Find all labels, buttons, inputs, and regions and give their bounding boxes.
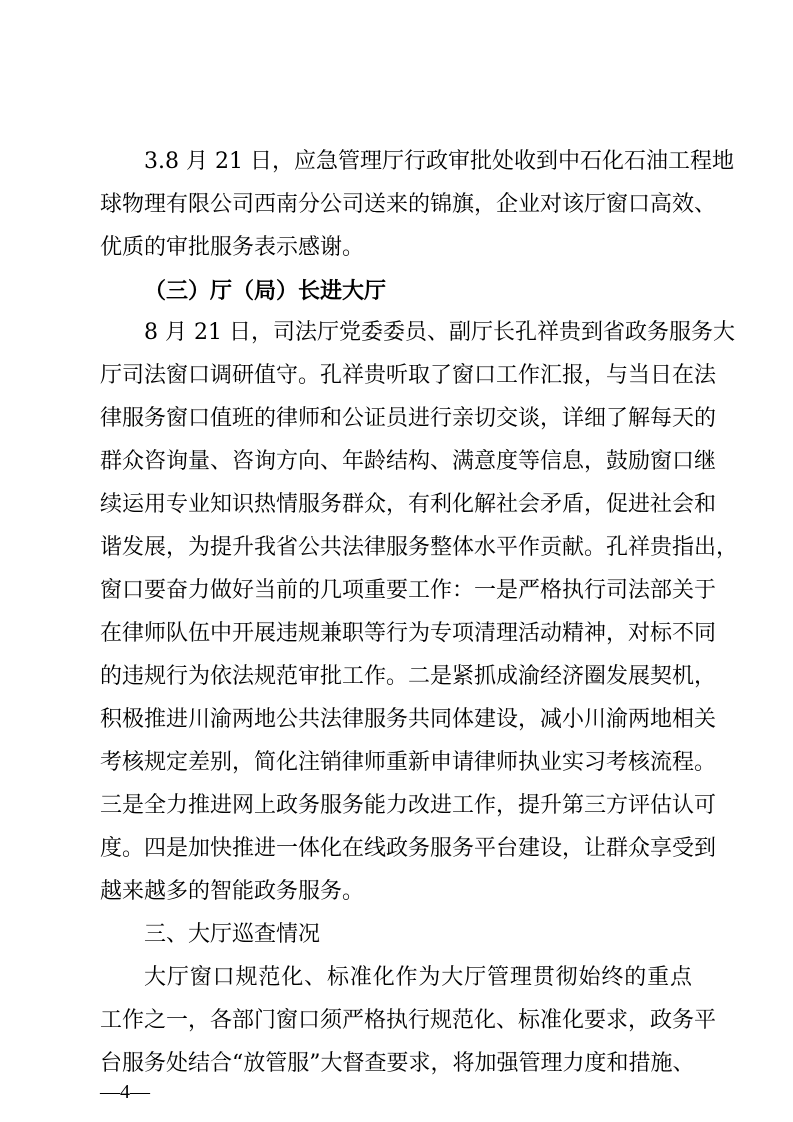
- section-heading: 三、大厅巡查情况: [144, 922, 321, 947]
- paragraph-line: 窗口要奋力做好当前的几项重要工作：一是严格执行司法部关于: [100, 578, 717, 603]
- paragraph-line: 律服务窗口值班的律师和公证员进行亲切交谈，详细了解每天的: [100, 406, 717, 431]
- paragraph-line: 厅司法窗口调研值守。孔祥贵听取了窗口工作汇报，与当日在法: [100, 363, 717, 388]
- paragraph-line: 优质的审批服务表示感谢。: [100, 235, 365, 260]
- paragraph-line: 度。四是加快推进一体化在线政务服务平台建设，让群众享受到: [100, 836, 717, 861]
- paragraph-line: 越来越多的智能政务服务。: [100, 879, 365, 904]
- paragraph-line: 台服务处结合“放管服”大督查要求，将加强管理力度和措施、: [100, 1051, 695, 1076]
- paragraph-line: 续运用专业知识热情服务群众，有利化解社会矛盾，促进社会和: [100, 492, 717, 517]
- paragraph-line: 球物理有限公司西南分公司送来的锦旗，企业对该厅窗口高效、: [100, 192, 717, 217]
- paragraph-line: 3.8 月 21 日，应急管理厅行政审批处收到中石化石油工程地: [144, 149, 734, 174]
- section-heading: （三）厅（局）长进大厅: [144, 278, 387, 304]
- paragraph-line: 积极推进川渝两地公共法律服务共同体建设，减小川渝两地相关: [100, 707, 717, 732]
- paragraph-line: 的违规行为依法规范审批工作。二是紧抓成渝经济圈发展契机，: [100, 664, 717, 689]
- paragraph-line: 工作之一，各部门窗口须严格执行规范化、标准化要求，政务平: [100, 1008, 717, 1033]
- paragraph-line: 三是全力推进网上政务服务能力改进工作，提升第三方评估认可: [100, 793, 717, 818]
- paragraph-line: 在律师队伍中开展违规兼职等行为专项清理活动精神，对标不同: [100, 621, 717, 646]
- paragraph-line: 群众咨询量、咨询方向、年龄结构、满意度等信息，鼓励窗口继: [100, 449, 717, 474]
- paragraph-line: 大厅窗口规范化、标准化作为大厅管理贯彻始终的重点: [144, 965, 692, 990]
- paragraph-line: 8 月 21 日，司法厅党委委员、副厅长孔祥贵到省政务服务大: [144, 320, 735, 345]
- paragraph-line: 谐发展，为提升我省公共法律服务整体水平作贡献。孔祥贵指出，: [100, 535, 739, 560]
- page-number: —4—: [100, 1081, 150, 1103]
- paragraph-line: 考核规定差别，简化注销律师重新申请律师执业实习考核流程。: [100, 750, 717, 775]
